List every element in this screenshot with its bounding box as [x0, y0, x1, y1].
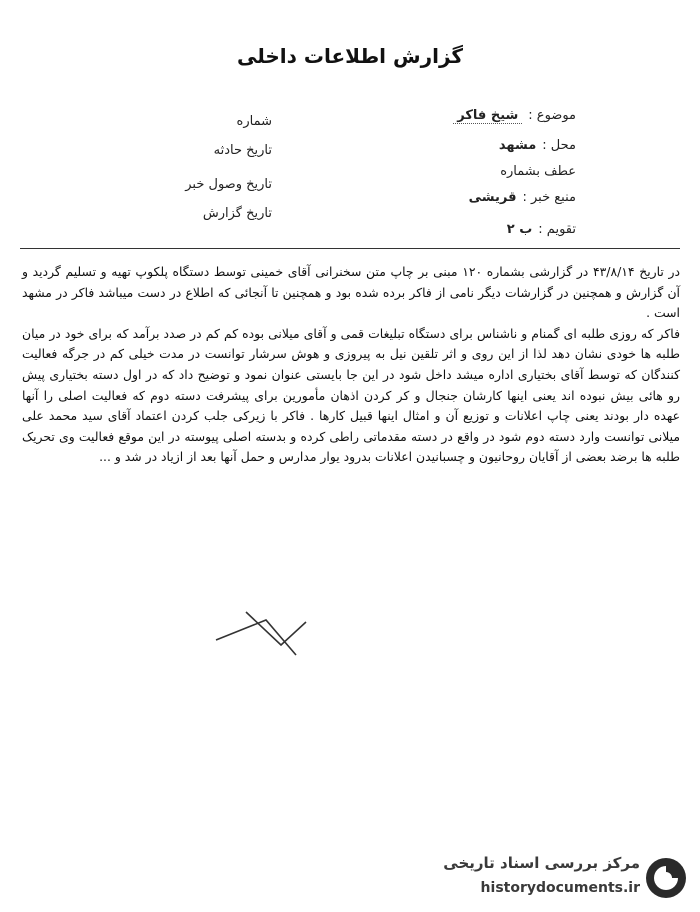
body-paragraph-1: در تاریخ ۴۳/۸/۱۴ در گزارشی بشماره ۱۲۰ مبنی بر چاپ متن سخنرانی آقای خمینی توسط دستگاه پلکوپ تهیه و تسلیم گردید و آن گزارش و همچنین در گزارشات دیگر نامی از فاکر برده شده بود و همچنین تا آنجائی که اطلاع در دست میباشد فاکر در مشهد است . — [22, 264, 680, 321]
receipt-date-field — [185, 177, 272, 192]
ref-label: عطف بشماره — [500, 164, 576, 179]
number-field — [237, 114, 272, 129]
number-label: شماره — [236, 114, 272, 129]
document-title: گزارش اطلاعات داخلی — [236, 44, 464, 68]
location-field — [499, 138, 576, 153]
event-date-field — [214, 143, 272, 158]
location-label: محل : — [542, 138, 576, 153]
watermark-org-name: مرکز بررسی اسناد تاریخی — [443, 854, 640, 872]
source-label: منبع خبر : — [522, 190, 576, 205]
report-date-label: تاریخ گزارش — [202, 206, 272, 221]
watermark-url: historydocuments.ir — [480, 880, 640, 896]
body-paragraph-2: فاکر که روزی طلبه ای گمنام و ناشناس برای دستگاه تبلیغات قمی و آقای میلانی بوده کم کم در صدد برآمد که برای خود در میان طلبه ها خودی نشان دهد لذا از این روی و اثر تلقین نیل به پیروزی و هوش سرشار توانست در مدت خیلی کم در جرگه فعالیت کنندگان که توسط آقای بختیاری اداره میشد داخل شود در این جا بایستی عنوان نمود و توضیح داد که در اول دسته بختیاری پیش رو هائی بیش نبوده اند یعنی اینها کارشان جنجال و کر کردن اذهان مأمورین برای پیشرفت دسته دوم که فعالیت اصلی را آنها عهده دار بودند یعنی چاپ اعلانات و توزیع آن و امثال اینها قبیل کارها . فاکر با زیرکی جلب کردن اعتماد آقای سید محمد علی میلانی توانست وارد دسته دوم شود در واقع در دسته مقدماتی راطی کرده و بدسته اصلی پیوسته در این موقع فعالیت وی تحریک طلبه ها برضد بعضی از آقایان روحانیون و چسبانیدن اعلانات بدرود یوار مدارس و حمل آنها بعد از ازیاد در شد و ... — [22, 325, 680, 465]
subject-field — [453, 108, 576, 123]
location-value: مشهد — [498, 138, 537, 153]
rating-label: تقویم : — [538, 222, 576, 237]
header-divider — [20, 248, 680, 249]
rating-field — [507, 222, 576, 237]
subject-value: شیخ فاکر — [453, 108, 522, 124]
ref-field — [500, 164, 576, 179]
archive-watermark — [382, 848, 692, 908]
receipt-date-label: تاریخ وصول خبر — [185, 177, 272, 192]
source-field — [469, 190, 576, 205]
event-date-label: تاریخ حادثه — [213, 143, 272, 158]
report-date-field — [203, 206, 272, 221]
archive-logo-icon — [644, 856, 688, 900]
source-value: قریشی — [468, 190, 517, 205]
report-body — [22, 262, 680, 468]
subject-label: موضوع : — [528, 108, 576, 123]
rating-value: ب ۲ — [506, 222, 533, 237]
pen-scribble-icon — [206, 600, 326, 670]
